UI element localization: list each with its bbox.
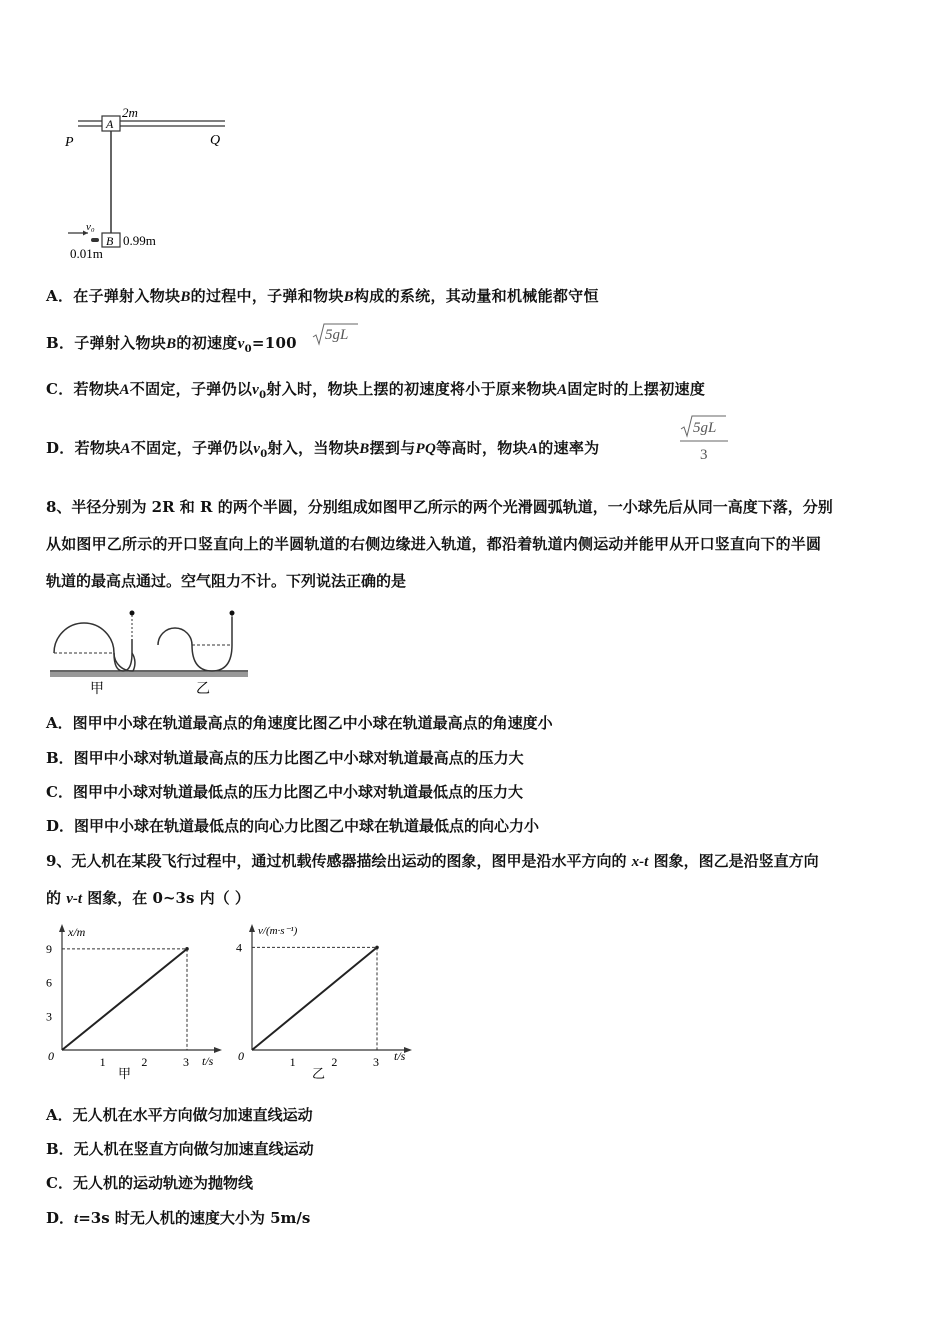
q7-c-suffix2: 固定时的上摆初速度 xyxy=(567,380,706,398)
velocity-label: v₀ xyxy=(86,221,95,233)
q9-line2-var: v-t xyxy=(66,891,83,907)
bullet-mass: 0.01m xyxy=(70,246,103,261)
q7-d-var: A xyxy=(120,441,131,457)
q9-line2-a: 的 xyxy=(46,889,67,907)
chart-jia-y-arrow xyxy=(59,924,65,932)
chart-yi-xlabel: t/s xyxy=(394,1049,406,1063)
q7-option-b xyxy=(46,333,297,360)
chart-jia-ytick-9: 9 xyxy=(46,941,52,956)
chart-jia-x-arrow xyxy=(214,1047,222,1053)
q7-b-eq: =100 xyxy=(251,334,297,352)
q7-d-mid2: 射入，当物块 xyxy=(267,439,360,457)
q7-d-var2: B xyxy=(359,441,370,457)
q8-option-c: C．图甲中小球对轨道最低点的压力比图乙中小球对轨道最低点的压力大 xyxy=(46,783,523,801)
q7-a-suffix: 的过程中，子弹和物块 xyxy=(190,287,344,305)
q7-c-sub: 0 xyxy=(259,390,267,401)
pendulum-figure xyxy=(60,100,240,270)
q7-d-var4: A xyxy=(527,441,539,457)
q7-d-var3: PQ xyxy=(415,441,437,457)
track-yi-upper xyxy=(158,628,192,645)
chart-jia-series-line xyxy=(62,949,187,1050)
ball-jia xyxy=(130,611,135,616)
ball-yi xyxy=(230,611,235,616)
block-b-label: B xyxy=(106,234,114,248)
q7-d-mid: 不固定，子弹仍以 xyxy=(130,439,254,457)
q8-line-2: 从如图甲乙所示的开口竖直向上的半圆轨道的右侧边缘进入轨道，都沿着轨道内侧运动并能甲从开口竖直向下的半圆 xyxy=(46,535,822,553)
chart-jia-ylabel: x/m xyxy=(68,925,86,939)
chart-yi-xtick-1: 1 xyxy=(289,1055,296,1069)
q7-d-mid3: 摆到与 xyxy=(369,439,416,457)
chart-jia-xtick-0: 0 xyxy=(48,1049,54,1063)
q7-a-var2: B xyxy=(343,289,354,305)
q9-line1-a: 9、无人机在某段飞行过程中，通过机载传感器描绘出运动的图象，图甲是沿水平方向的 xyxy=(46,852,632,870)
block-a-label: A xyxy=(106,117,114,131)
q9-d-prefix: D． xyxy=(46,1209,75,1227)
chart-jia-xtick-2: 2 xyxy=(141,1055,148,1069)
q7-d-denominator: 3 xyxy=(700,447,708,463)
bullet xyxy=(91,238,99,242)
q7-d-prefix: D．若物块 xyxy=(46,439,121,457)
q9-option-c: C．无人机的运动轨迹为抛物线 xyxy=(46,1174,253,1192)
q8-option-a: A．图甲中小球在轨道最高点的角速度比图乙中小球在轨道最高点的角速度小 xyxy=(46,714,553,732)
q7-c-suffix: 射入时，物块上摆的初速度将小于原来物块 xyxy=(266,380,558,398)
q7-a-suffix2: 构成的系统，其动量和机械能都守恒 xyxy=(353,287,599,305)
chart-yi-end-point xyxy=(375,946,379,950)
q9-line2-b: 图象，在 0~3s 内（ ） xyxy=(82,889,250,907)
q7-d-sub: 0 xyxy=(260,449,268,460)
q7-d-mid4: 等高时，物块 xyxy=(436,439,528,457)
q7-b-var: B xyxy=(166,336,177,352)
chart-jia-xtick-1: 1 xyxy=(99,1055,106,1069)
chart-yi-xtick-3: 3 xyxy=(373,1055,379,1069)
chart-yi xyxy=(230,920,430,1085)
chart-jia-end-point xyxy=(185,947,189,951)
fig-label-yi: 乙 xyxy=(196,682,210,697)
q9-line-1 xyxy=(46,851,819,872)
chart-jia xyxy=(40,920,230,1085)
q7-b-mid: 的初速度 xyxy=(176,334,238,352)
block-a-mass: 2m xyxy=(122,105,138,120)
q7-a-var: B xyxy=(180,289,191,305)
q7-a-prefix: A．在子弹射入物块 xyxy=(46,287,181,305)
chart-jia-title: 甲 xyxy=(118,1066,132,1081)
q7-option-a xyxy=(46,286,599,307)
q9-line1-b: 图象，图乙是沿竖直方向 xyxy=(648,852,819,870)
q9-option-b: B．无人机在竖直方向做匀加速直线运动 xyxy=(46,1140,314,1158)
label-p: P xyxy=(65,135,74,150)
q8-line-3: 轨道的最高点通过。空气阻力不计。下列说法正确的是 xyxy=(46,572,407,590)
q8-option-b: B．图甲中小球对轨道最高点的压力比图乙中小球对轨道最高点的压力大 xyxy=(46,749,524,767)
fig-label-jia: 甲 xyxy=(90,682,104,697)
label-q: Q xyxy=(210,133,221,148)
track-jia-upper xyxy=(54,623,114,653)
q7-d-v: v xyxy=(253,441,261,457)
chart-jia-ytick-6: 6 xyxy=(46,975,52,990)
chart-jia-ytick-3: 3 xyxy=(46,1009,52,1024)
chart-jia-xtick-3: 3 xyxy=(183,1055,189,1069)
q7-c-mid: 不固定，子弹仍以 xyxy=(129,380,253,398)
chart-yi-xtick-0: 0 xyxy=(238,1049,244,1063)
chart-yi-series-line xyxy=(252,947,377,1050)
q7-b-prefix: B．子弹射入物块 xyxy=(46,334,167,352)
chart-yi-y-arrow xyxy=(249,924,255,932)
track-yi-lower xyxy=(192,617,232,671)
block-b-mass: 0.99m xyxy=(123,233,156,248)
q7-c-var: A xyxy=(119,382,130,398)
q8-option-d: D．图甲中小球在轨道最低点的向心力比图乙中球在轨道最低点的向心力小 xyxy=(46,817,540,835)
chart-jia-xlabel: t/s xyxy=(202,1054,214,1068)
q9-option-a: A．无人机在水平方向做匀加速直线运动 xyxy=(46,1106,313,1124)
q9-d-suffix: =3s 时无人机的速度大小为 5m/s xyxy=(78,1209,311,1227)
q9-line-2 xyxy=(46,888,250,909)
q9-option-d xyxy=(46,1208,310,1229)
q7-c-v: v xyxy=(252,382,260,398)
q7-b-sub: 0 xyxy=(244,344,252,355)
q7-option-c xyxy=(46,379,705,406)
track-jia-right xyxy=(114,639,132,671)
q7-d-fraction xyxy=(680,414,732,466)
q9-line1-var: x-t xyxy=(631,854,649,870)
q7-b-sqrt xyxy=(312,322,362,346)
chart-yi-ylabel: v/(m·s⁻¹) xyxy=(258,925,298,937)
q7-option-d xyxy=(46,438,599,465)
chart-yi-ytick-4: 4 xyxy=(236,940,242,955)
q7-b-radicand: 5gL xyxy=(325,327,349,343)
chart-yi-xtick-2: 2 xyxy=(331,1055,338,1069)
q7-d-radicand: 5gL xyxy=(693,420,717,436)
q7-b-v: v xyxy=(237,336,245,352)
q8-line-1: 8、半径分别为 2R 和 R 的两个半圆，分别组成如图甲乙所示的两个光滑圆弧轨道，一小球先后从同一高度下落，分别 xyxy=(46,498,833,516)
track-figure xyxy=(48,605,253,700)
ground-hatch xyxy=(50,672,248,677)
q9-d-var: t xyxy=(74,1211,79,1227)
q7-c-prefix: C．若物块 xyxy=(46,380,120,398)
q7-d-suffix: 的速率为 xyxy=(538,439,600,457)
chart-yi-title: 乙 xyxy=(312,1066,326,1081)
q7-c-var2: A xyxy=(557,382,568,398)
